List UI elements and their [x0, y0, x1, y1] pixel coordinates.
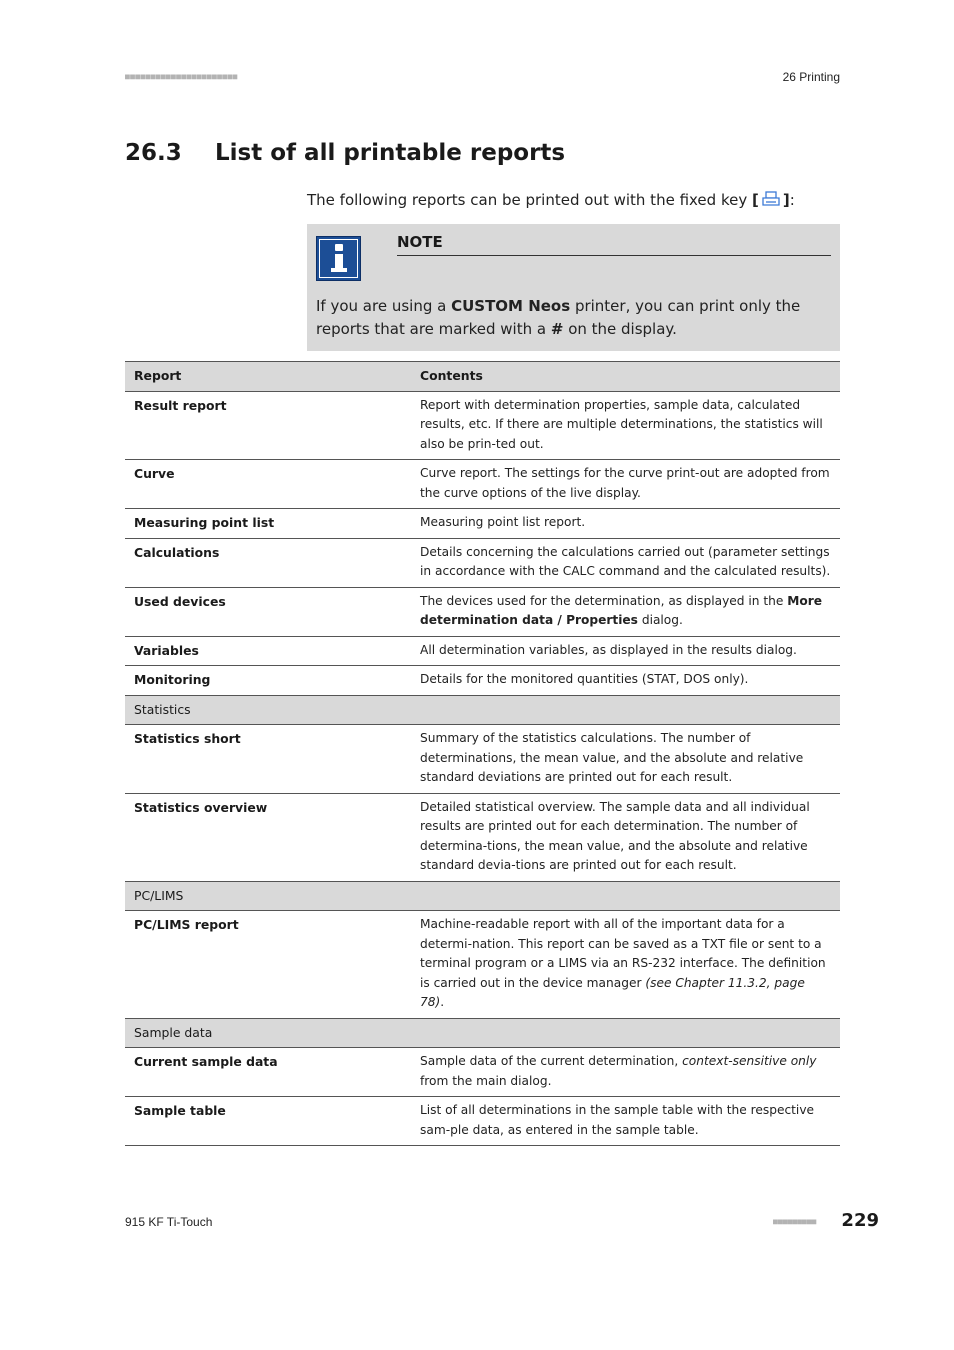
report-contents: All determination variables, as displayed in the results dialog.	[411, 636, 840, 666]
page-number: 229	[841, 1210, 879, 1231]
report-name: Statistics short	[125, 725, 411, 794]
group-label: Statistics	[125, 695, 411, 725]
table-row	[125, 391, 840, 460]
table-row	[125, 460, 840, 509]
group-label: PC/LIMS	[125, 881, 411, 911]
header-decoration: ■■■■■■■■■■■■■■■■■■■■■■	[125, 72, 238, 81]
key-bracket-close: ]	[782, 191, 790, 209]
report-name: Measuring point list	[125, 509, 411, 539]
running-header-chapter: 26 Printing	[782, 70, 840, 84]
report-contents: Summary of the statistics calculations. The number of determinations, the mean value, and the absolute and relative standard deviations are printed out for each result.	[411, 725, 840, 794]
intro-paragraph	[307, 191, 795, 211]
reports-table	[125, 361, 840, 1146]
group-row	[125, 881, 840, 911]
note-text: If you are using a CUSTOM Neos printer, you can print only the reports that are marked with a # on the display.	[316, 297, 801, 338]
report-contents: Report with determination properties, sample data, calculated results, etc. If there are multiple determinations, the statistics will also be prin-ted out.	[411, 391, 840, 460]
group-label: Sample data	[125, 1018, 411, 1048]
report-name: Current sample data	[125, 1048, 411, 1097]
footer-decoration: ■■■■■■■■■	[773, 1217, 817, 1226]
table-row	[125, 793, 840, 881]
report-name: Monitoring	[125, 666, 411, 696]
table-row	[125, 587, 840, 636]
group-row	[125, 1018, 840, 1048]
report-contents: Details concerning the calculations carried out (parameter settings in accordance with the CALC command and the calculated results).	[411, 538, 840, 587]
report-contents: Curve report. The settings for the curve print-out are adopted from the curve options of the live display.	[411, 460, 840, 509]
report-contents: Details for the monitored quantities (STAT, DOS only).	[411, 666, 840, 696]
report-name: Used devices	[125, 587, 411, 636]
table-row	[125, 725, 840, 794]
table-row	[125, 1048, 840, 1097]
report-name: Curve	[125, 460, 411, 509]
report-contents: The devices used for the determination, as displayed in the More determination data / Properties dialog.	[411, 587, 840, 636]
note-box	[307, 224, 840, 351]
table-row	[125, 666, 840, 696]
report-contents: Sample data of the current determination, context-sensitive only from the main dialog.	[411, 1048, 840, 1097]
table-header-row	[125, 362, 840, 392]
table-row	[125, 911, 840, 1019]
report-contents: List of all determinations in the sample table with the respective sam-ple data, as entered in the sample table.	[411, 1097, 840, 1146]
report-name: PC/LIMS report	[125, 911, 411, 1019]
table-row	[125, 1097, 840, 1146]
section-title: List of all printable reports	[215, 140, 566, 166]
intro-suffix: :	[789, 191, 795, 209]
group-row	[125, 695, 840, 725]
section-number: 26.3	[125, 140, 182, 166]
report-name: Sample table	[125, 1097, 411, 1146]
footer-product: 915 KF Ti-Touch	[125, 1215, 213, 1229]
note-title: NOTE	[397, 233, 831, 256]
report-contents: Machine-readable report with all of the important data for a determi-nation. This report can be saved as a TXT file or sent to a terminal program or a LIMS via an RS-232 interface. The definition is carried out in the device manager (see Chapter 11.3.2, page 78).	[411, 911, 840, 1019]
column-header-contents: Contents	[411, 362, 840, 392]
printer-icon	[761, 191, 781, 211]
report-name: Result report	[125, 391, 411, 460]
report-name: Variables	[125, 636, 411, 666]
column-header-report: Report	[125, 362, 411, 392]
info-icon	[316, 236, 361, 281]
key-bracket-open: [	[751, 191, 759, 209]
report-name: Calculations	[125, 538, 411, 587]
table-row	[125, 509, 840, 539]
table-row	[125, 538, 840, 587]
intro-text: The following reports can be printed out with the fixed key	[307, 191, 752, 209]
report-contents: Detailed statistical overview. The sample data and all individual results are printed out for each determination. The number of determina-tions, the mean value, and the absolute and relative standard devia-tions are printed out for each result.	[411, 793, 840, 881]
section-heading	[125, 140, 565, 166]
report-name: Statistics overview	[125, 793, 411, 881]
report-contents: Measuring point list report.	[411, 509, 840, 539]
table-row	[125, 636, 840, 666]
